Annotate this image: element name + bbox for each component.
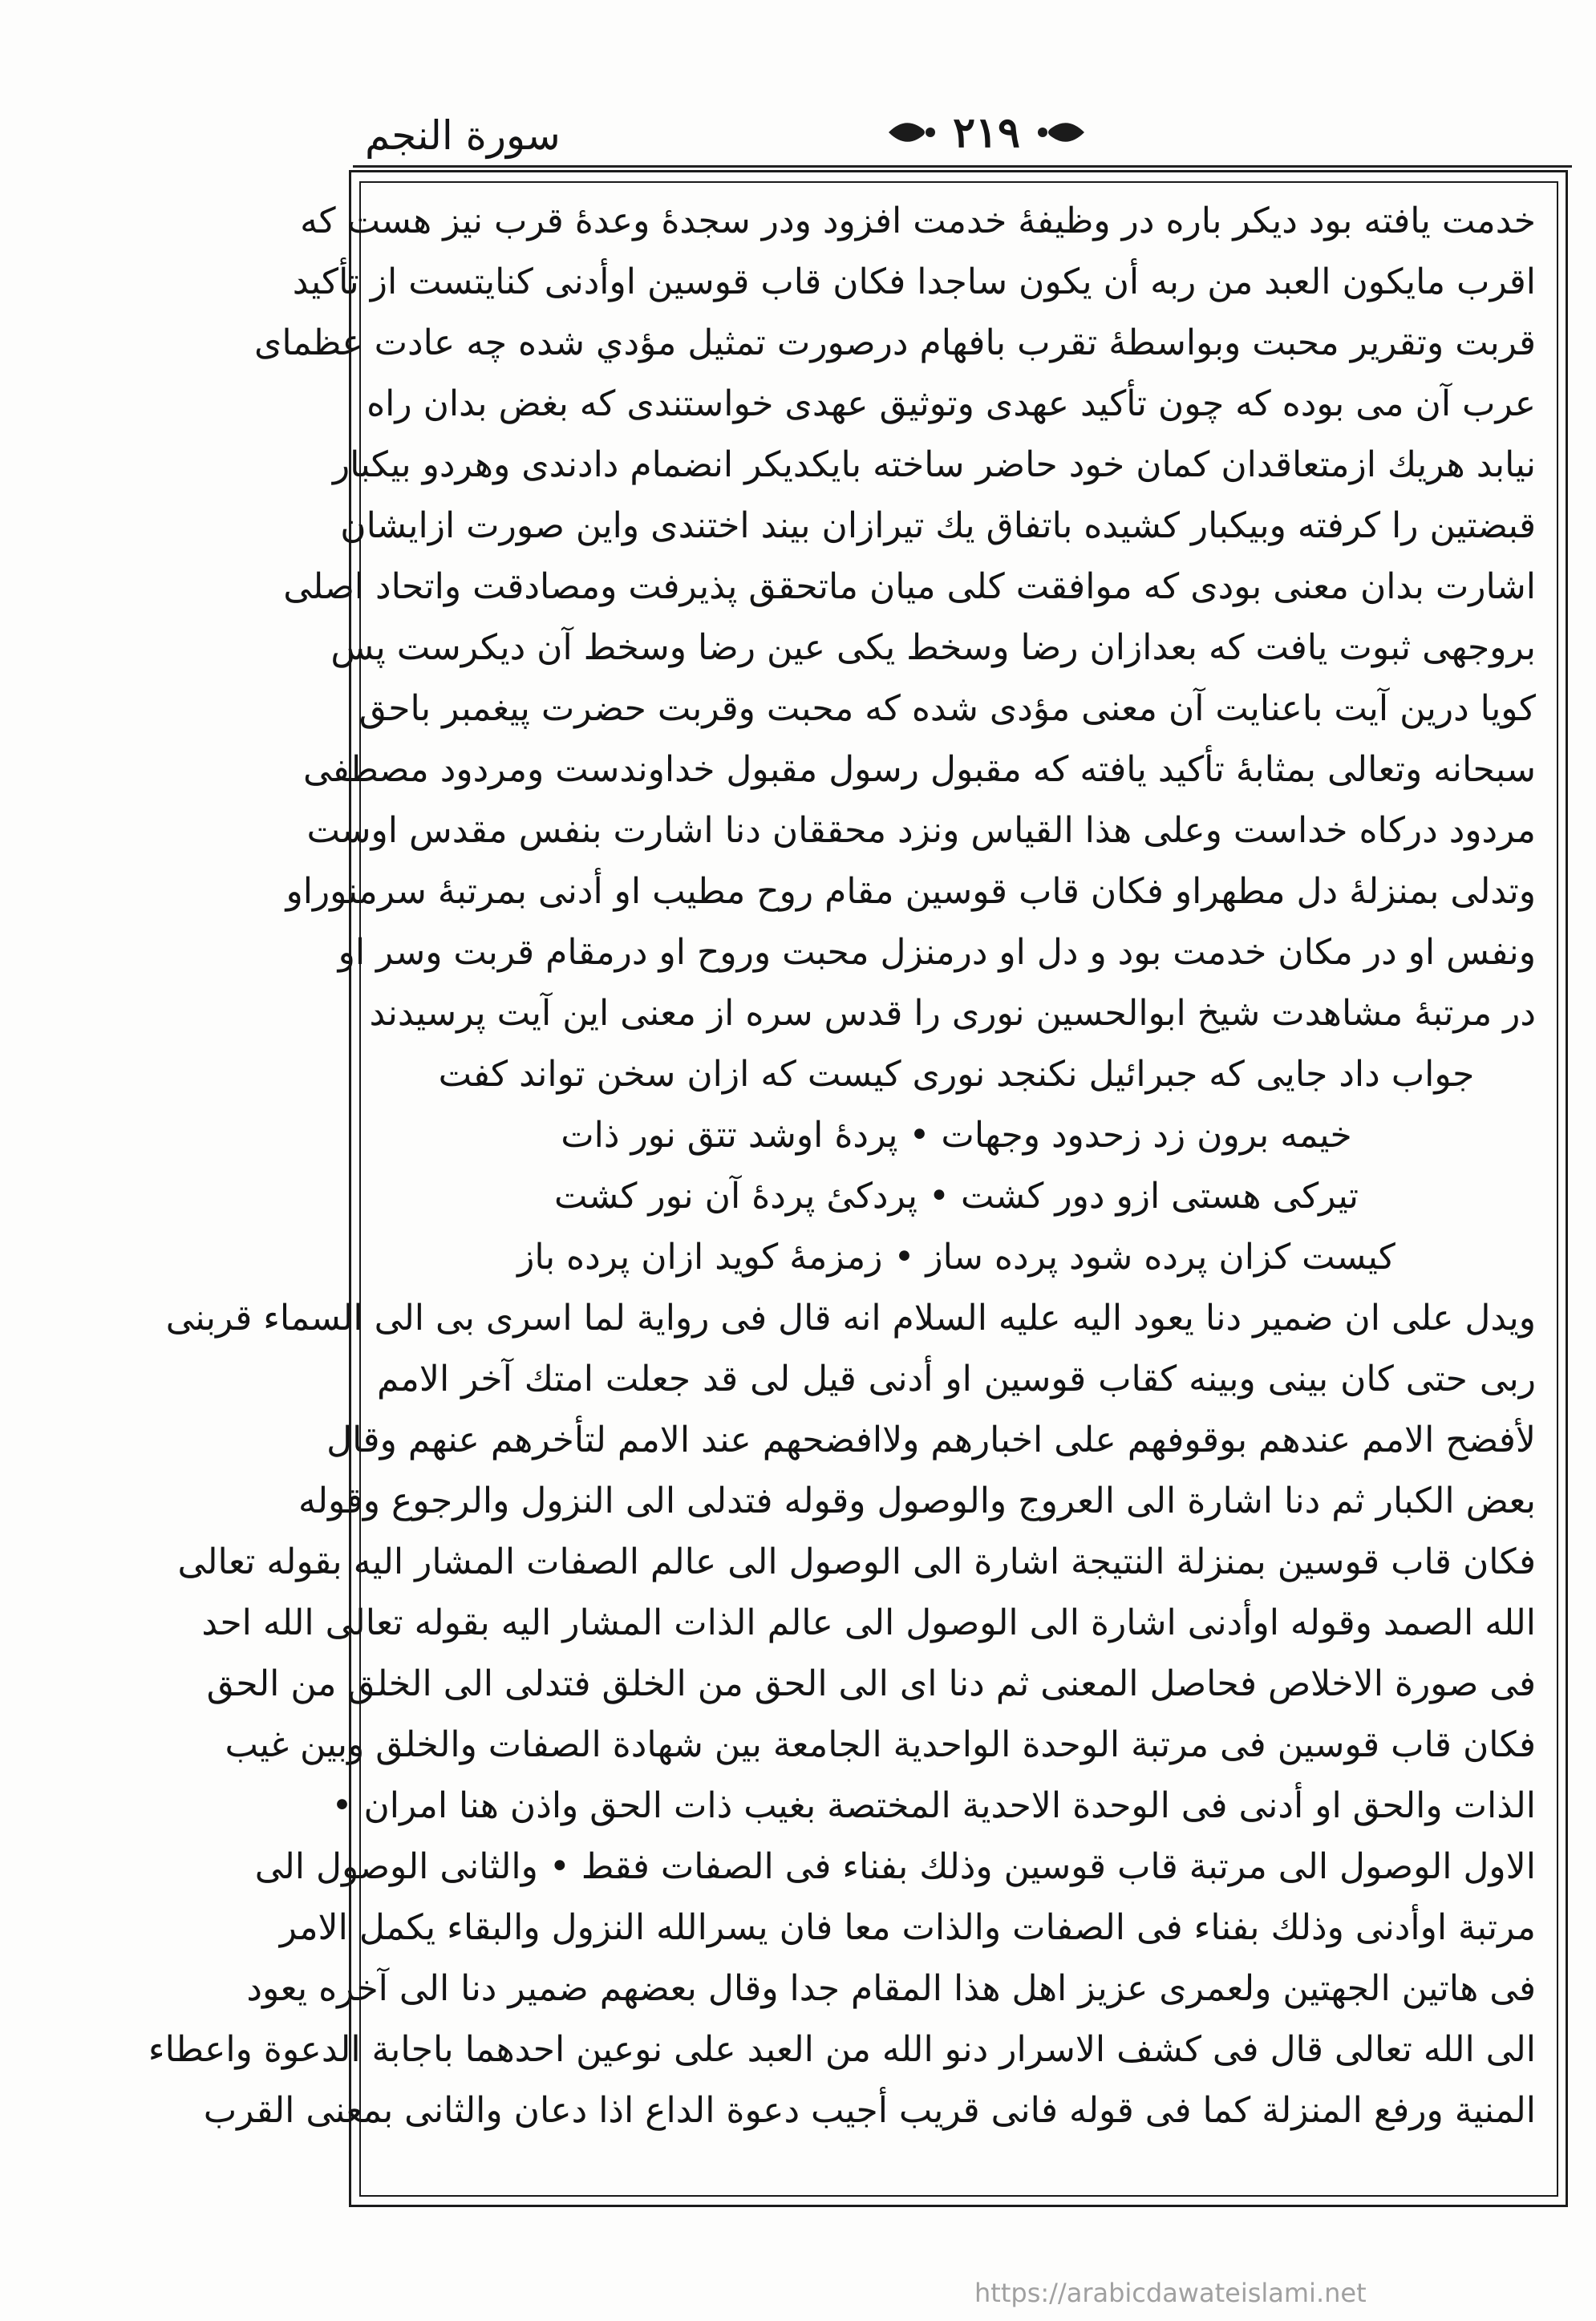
text-line: جواب داد جايى كه جبرائيل نكنجد نورى كيست كه ازان سخن تواند كفت <box>438 1054 1475 1095</box>
text-line: الاول الوصول الى مرتبة قاب قوسين وذلك بفناء فى الصفات فقط • والثانى الوصول الى <box>254 1846 1536 1887</box>
text-line: اشارت بدان معنى بودى كه موافقت كلى ميان ماتحقق پذيرفت ومصادقت واتحاد اصلى <box>283 566 1536 607</box>
text-line: مرتبة اوأدنى وذلك بفناء فى الصفات والذات معا فان يسرالله النزول والبقاء يكمل الامر <box>279 1907 1536 1948</box>
text-line: فكان قاب قوسين بمنزلة النتيجة اشارة الى الوصول الى عالم الصفات المشار اليه بقوله تعالى <box>177 1541 1536 1582</box>
text-line: الى الله تعالى قال فى كشف الاسرار دنو الله من العبد على نوعين احدهما باجابة الدعوة واعطاء <box>148 2029 1536 2070</box>
text-line: فى صورة الاخلاص فحاصل المعنى ثم دنا اى الى الحق من الخلق فتدلى الى الخلق من الحق <box>206 1663 1536 1704</box>
text-line: قبضتين را كرفته وبيكبار كشيده باتفاق يك تيرازان بيند اختندى واين صورت ازايشان <box>340 505 1536 546</box>
text-line: بعض الكبار ثم دنا اشارة الى العروج والوصول وقوله فتدلى الى النزول والرجوع وقوله <box>298 1480 1536 1521</box>
text-line: در مرتبهٔ مشاهدت شيخ ابوالحسين نورى را قدس سره از معنى اين آيت پرسيدند <box>369 993 1536 1034</box>
text-line: ربى حتى كان بينى وبينه كقاب قوسين او أدنى قيل لى قد جعلت امتك آخر الامم <box>377 1359 1536 1399</box>
text-line: عرب آن مى بوده كه چون تأكيد عهدى وتوثيق عهدى خواستندى كه بغض بدان راه <box>367 383 1536 424</box>
text-line: وتدلى بمنزلهٔ دل مطهراو فكان قاب قوسين مقام روح مطيب او أدنى بمرتبهٔ سرمنوراو <box>286 871 1536 912</box>
header-rule <box>353 165 1572 168</box>
text-line: خدمت يافته بود ديكر باره در وظيفهٔ خدمت افزود ودر سجدهٔ وعدهٔ قرب نيز هست كه <box>300 201 1536 241</box>
text-line: فكان قاب قوسين فى مرتبة الوحدة الواحدية الجامعة بين شهادة الصفات والخلق وبين غيب <box>225 1724 1536 1765</box>
page-number-ornament <box>882 108 1091 156</box>
verse-line: خيمه برون زد زحدود وجهات • پردهٔ اوشد تتق نور ذات <box>561 1115 1352 1156</box>
text-line: قربت وتقرير محبت وبواسطهٔ تقرب بافهام درصورت تمثيل مؤدي شده چه عادت عظماى <box>253 322 1536 363</box>
verse-line: كيست كزان پرده شود پرده ساز • زمزمهٔ كويد ازان پرده باز <box>517 1237 1395 1278</box>
text-line: الله الصمد وقوله اوأدنى اشارة الى الوصول الى عالم الذات المشار اليه بقوله تعالى الله احد <box>201 1602 1536 1643</box>
text-line: الذات والحق او أدنى فى الوحدة الاحدية المختصة بغيب ذات الحق واذن هنا امران • <box>331 1785 1536 1826</box>
page-header <box>0 0 1596 172</box>
text-line: اقرب مايكون العبد من ربه أن يكون ساجدا فكان قاب قوسين اوأدنى كنايتست از تأكيد <box>292 261 1536 302</box>
verse-line: تيركى هستى ازو دور كشت • پردكىٔ پردهٔ آن نور كشت <box>554 1176 1359 1217</box>
surah-title: سورة النجم <box>365 112 561 159</box>
main-text <box>148 191 1536 2192</box>
text-line: كويا درين آيت باعنايت آن معنى مؤدى شده كه محبت وقربت حضرت پيغمبر باحق <box>358 688 1536 729</box>
text-line: فى هاتين الجهتين ولعمرى عزيز اهل هذا المقام جدا وقال بعضهم ضمير دنا الى آخره يعود <box>246 1968 1536 2009</box>
text-line: سبحانه وتعالى بمثابهٔ تأكيد يافته كه مقبول رسول مقبول خداوندست ومردود مصطفى <box>303 749 1536 790</box>
text-line: ونفس او در مكان خدمت بود و دل او درمنزل محبت وروح او درمقام قربت وسر او <box>338 932 1536 973</box>
text-line: مردود دركاه خداست وعلى هذا القياس ونزد محققان دنا اشارت بنفس مقدس اوست <box>306 810 1536 851</box>
page-number: ٢١٩ <box>953 107 1020 157</box>
text-line: لأفضح الامم عندهم بوقوفهم على اخبارهم ولاافضحهم عند الامم لتأخرهم عنهم وقال <box>326 1420 1536 1460</box>
text-line: ويدل على ان ضمير دنا يعود اليه عليه السلام انه قال فى رواية لما اسرى بى الى السماء قربنى <box>165 1298 1536 1339</box>
watermark-url: https://arabicdawateislami.net <box>974 2278 1367 2308</box>
text-line: بروجهى ثبوت يافت كه بعدازان رضا وسخط يكى عين رضا وسخط آن ديكرست پس <box>330 627 1536 668</box>
text-line: المنية ورفع المنزلة كما فى قوله فانى قريب أجيب دعوة الداع اذا دعان والثانى بمعنى القرب <box>203 2090 1536 2131</box>
text-line: نيابد هريك ازمتعاقدان كمان خود حاضر ساخته بايكديكر انضمام دادندى وهردو بيكبار <box>332 444 1536 485</box>
